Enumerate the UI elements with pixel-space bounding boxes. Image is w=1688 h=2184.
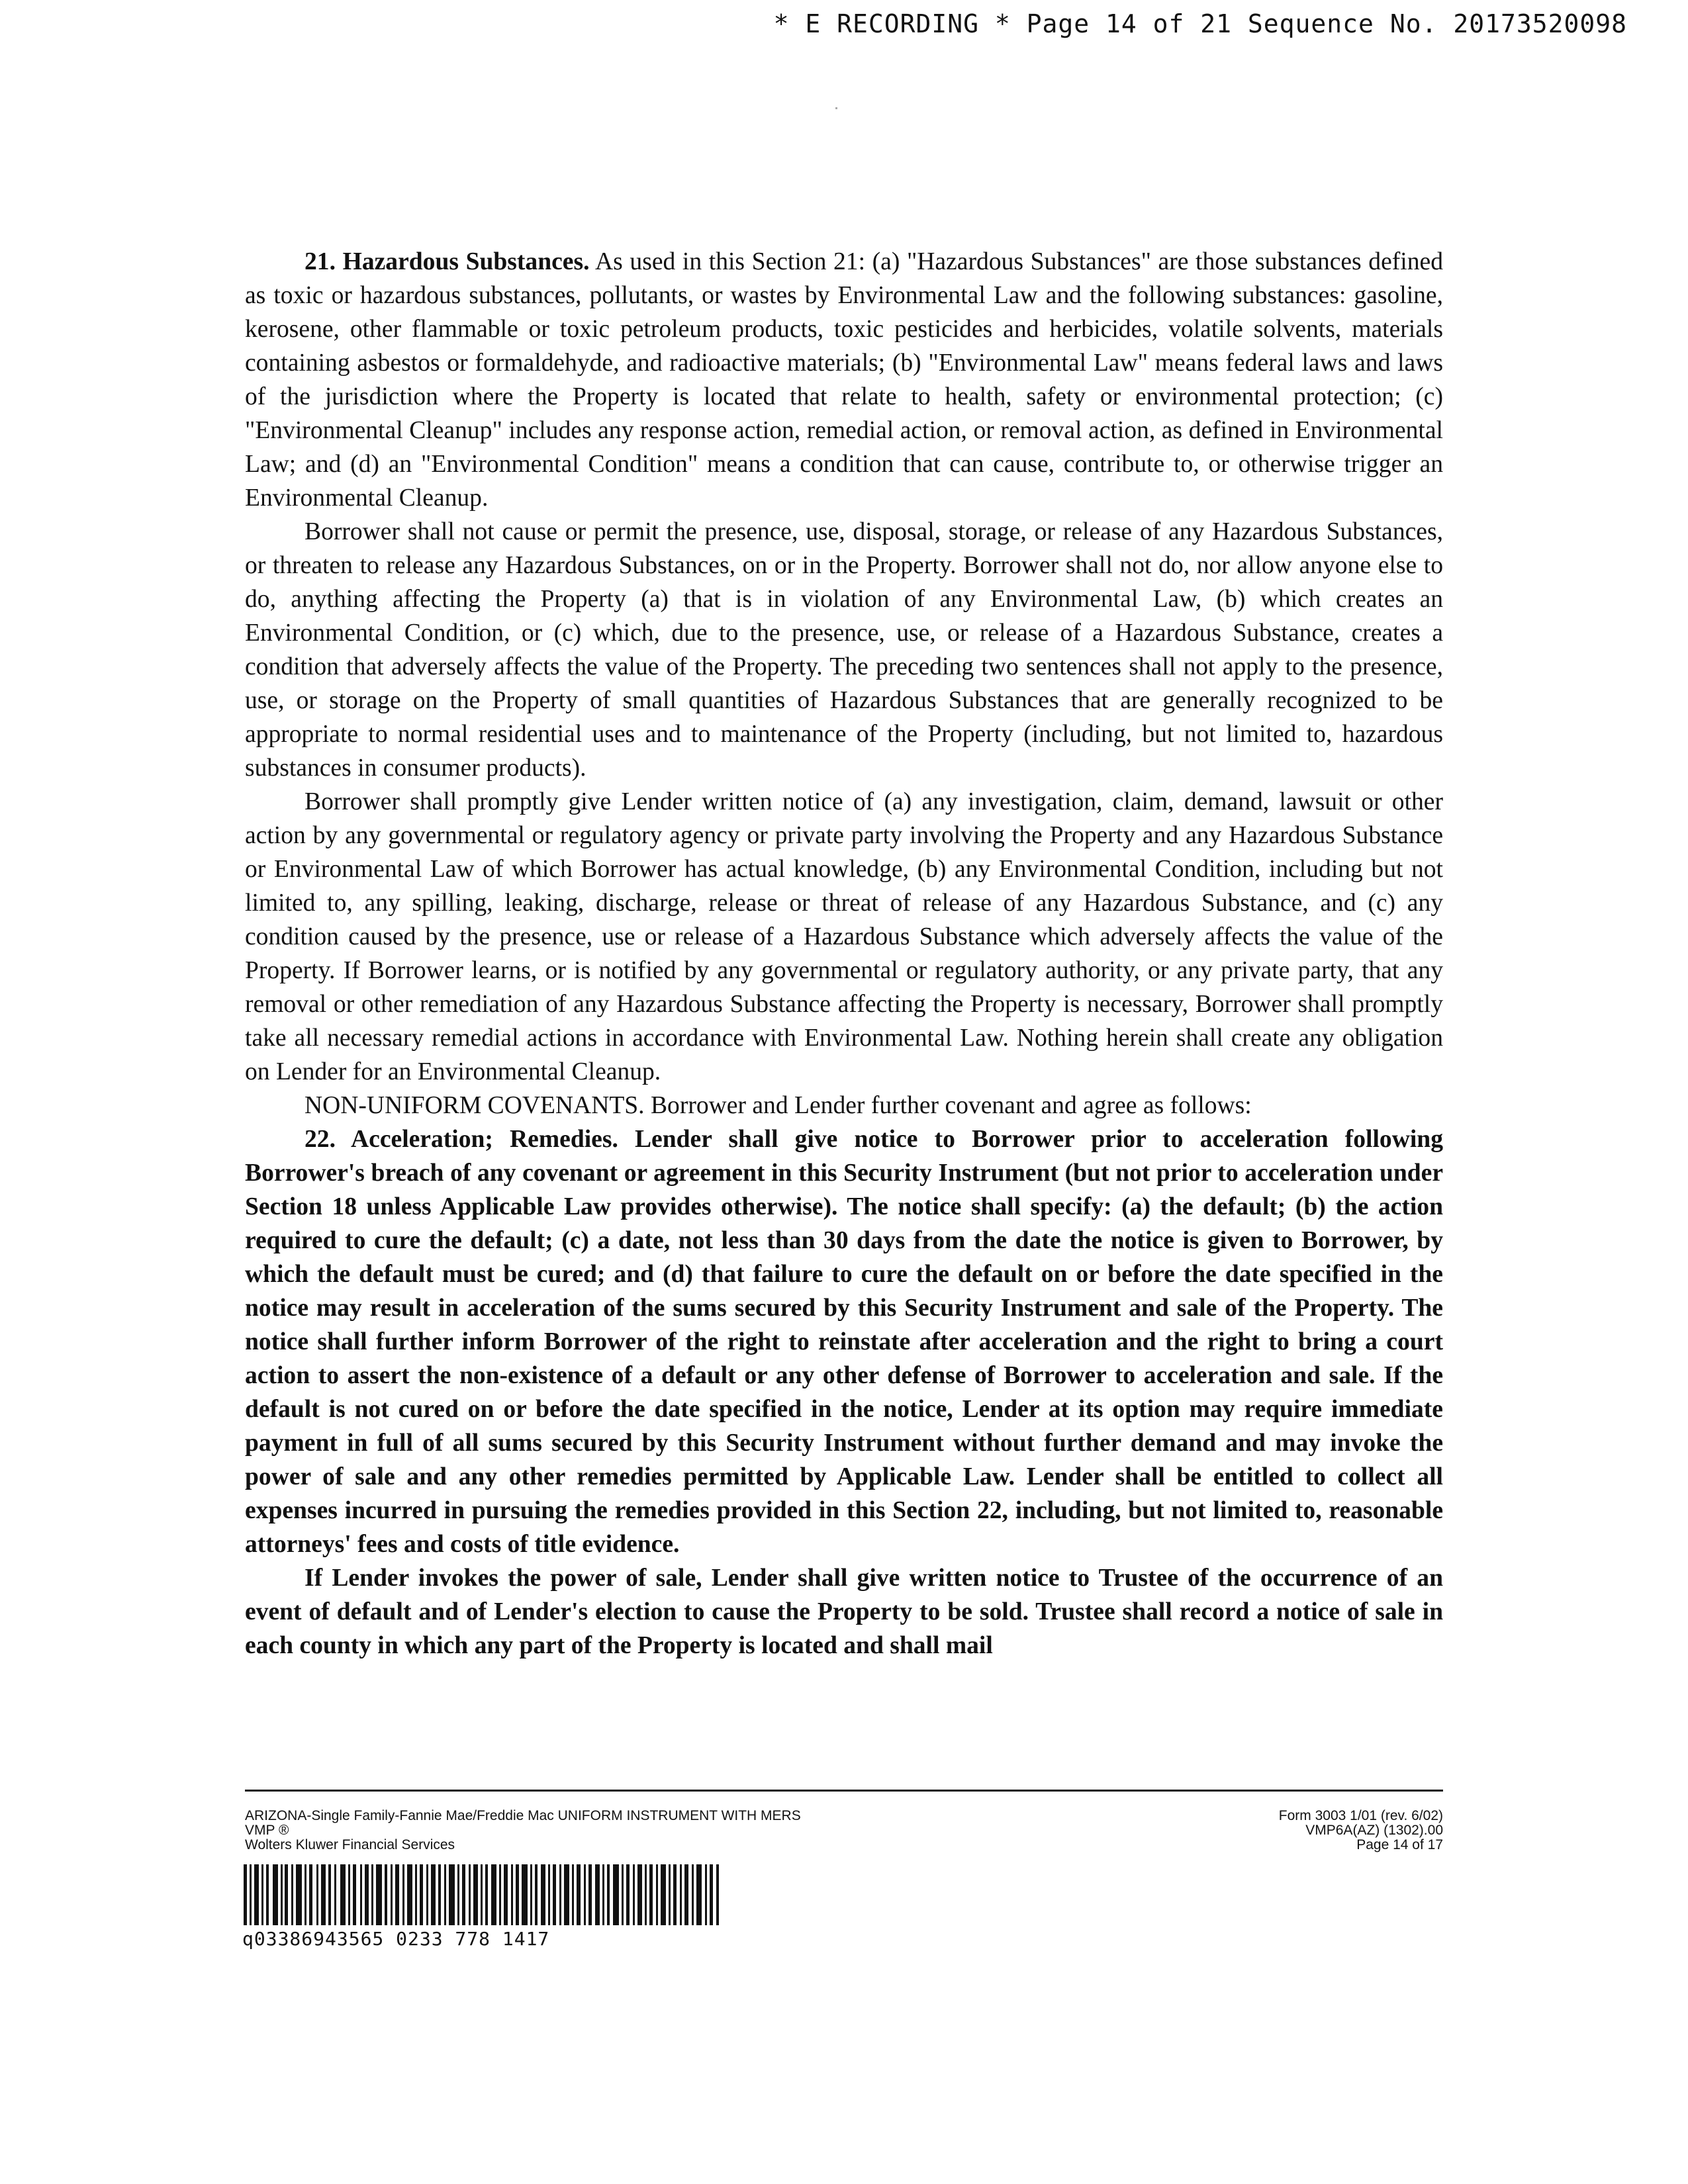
non-uniform-covenants-line: NON-UNIFORM COVENANTS. Borrower and Lender further covenant and agree as follows: (305, 1092, 1252, 1119)
barcode-number: q03386943565 0233 778 1417 (242, 1928, 550, 1950)
footer-right-block (1279, 1809, 1443, 1852)
footer-rule (245, 1790, 1443, 1792)
section-21-paragraph-3: Borrower shall promptly give Lender written notice of (a) any investigation, claim, demand, lawsuit or other action by any governmental or regulatory agency or private party involving the Property and any Hazardous Substance or Environmental Law of which Borrower has actual knowledge, (b) any Environmental Condition, including but not limited to, any spilling, leaking, discharge, release or threat of release of any Hazardous Substance, and (c) any condition caused by the presence, use or release of a Hazardous Substance which adversely affects the value of the Property. If Borrower learns, or is notified by any governmental or regulatory authority, or any private party, that any removal or other remediation of any Hazardous Substance affecting the Property is necessary, Borrower shall promptly take all necessary remedial actions in accordance with Environmental Law. Nothing herein shall create any obligation on Lender for an Environmental Cleanup. (245, 788, 1443, 1085)
footer-left-block (245, 1809, 801, 1852)
form-title: ARIZONA-Single Family-Fannie Mae/Freddie Mac UNIFORM INSTRUMENT WITH MERS (245, 1808, 801, 1823)
recording-stamp: * E RECORDING * Page 14 of 21 Sequence No. 20173520098 (773, 9, 1627, 38)
section-21-paragraph-1 (245, 245, 1443, 515)
vmp-mark: VMP ® (245, 1823, 289, 1838)
scan-speck (835, 107, 837, 109)
document-body (245, 245, 1443, 1662)
barcode-image (244, 1864, 720, 1925)
section-21-heading: 21. Hazardous Substances. (305, 248, 590, 275)
publisher-name: Wolters Kluwer Financial Services (245, 1837, 455, 1852)
page-number: Page 14 of 17 (1356, 1837, 1443, 1852)
section-22-paragraph-2: If Lender invokes the power of sale, Lender shall give written notice to Trustee of the occurrence of an event of default and of Lender's election to cause the Property to be sold. Trustee shall record a notice of sale in each county in which any part of the Property is located and shall mail (245, 1565, 1443, 1659)
section-22-paragraph-1: 22. Acceleration; Remedies. Lender shall give notice to Borrower prior to acceleration following Borrower's breach of any covenant or agreement in this Security Instrument (but not prior to acceleration under Section 18 unless Applicable Law provides otherwise). The notice shall specify: (a) the default; (b) the action required to cure the default; (c) a date, not less than 30 days from the date the notice is given to Borrower, by which the default must be cured; and (d) that failure to cure the default on or before the date specified in the notice may result in acceleration of the sums secured by this Security Instrument and sale of the Property. The notice shall further inform Borrower of the right to reinstate after acceleration and the right to bring a court action to assert the non-existence of a default or any other defense of Borrower to acceleration and sale. If the default is not cured on or before the date specified in the notice, Lender at its option may require immediate payment in full of all sums secured by this Security Instrument without further demand and may invoke the power of sale and any other remedies permitted by Applicable Law. Lender shall be entitled to collect all expenses incurred in pursuing the remedies provided in this Section 22, including, but not limited to, reasonable attorneys' fees and costs of title evidence. (245, 1126, 1443, 1558)
vmp-code: VMP6A(AZ) (1302).00 (1305, 1823, 1443, 1838)
section-21-paragraph-2: Borrower shall not cause or permit the presence, use, disposal, storage, or release of any Hazardous Substances, or threaten to release any Hazardous Substances, on or in the Property. Borrower shall not do, nor allow anyone else to do, anything affecting the Property (a) that is in violation of any Environmental Law, (b) which creates an Environmental Condition, or (c) which, due to the presence, use, or release of a Hazardous Substance, creates a condition that adversely affects the value of the Property. The preceding two sentences shall not apply to the presence, use, or storage on the Property of small quantities of Hazardous Substances that are generally recognized to be appropriate to normal residential uses and to maintenance of the Property (including, but not limited to, hazardous substances in consumer products). (245, 518, 1443, 782)
section-21-text-1: As used in this Section 21: (a) "Hazardous Substances" are those substances defined as toxic or hazardous substances, pollutants, or wastes by Environmental Law and the following substances: gasoline, kerosene, other flammable or toxic petroleum products, toxic pesticides and herbicides, volatile solvents, materials containing asbestos or formaldehyde, and radioactive materials; (b) "Environmental Law" means federal laws and laws of the jurisdiction where the Property is located that relate to health, safety or environmental protection; (c) "Environmental Cleanup" includes any response action, remedial action, or removal action, as defined in Environmental Law; and (d) an "Environmental Condition" means a condition that can cause, contribute to, or otherwise trigger an Environmental Cleanup. (245, 248, 1443, 512)
form-number: Form 3003 1/01 (rev. 6/02) (1278, 1808, 1443, 1823)
